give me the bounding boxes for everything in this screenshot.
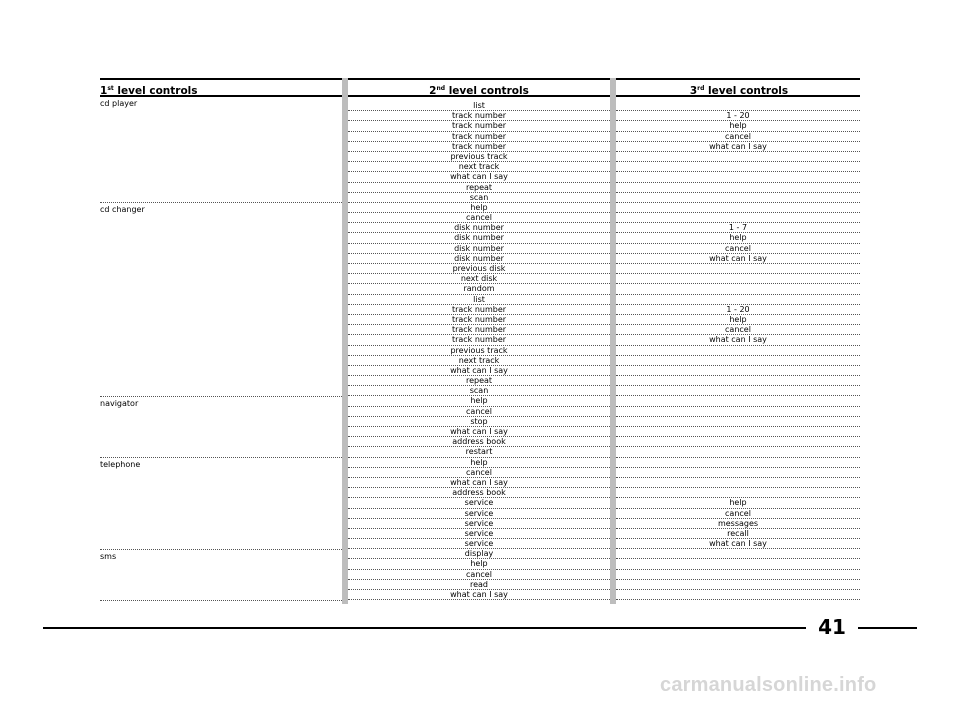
level2-item: what can I say [348,172,610,182]
level3-item [616,264,860,274]
level3-item: cancel [616,325,860,335]
level2-item: track number [348,315,610,325]
level3-item [616,295,860,305]
level3-item [616,468,860,478]
level2-item: address book [348,437,610,447]
level2-item: track number [348,325,610,335]
level3-item: 1 - 7 [616,223,860,233]
level3-item: cancel [616,509,860,519]
level3-item: messages [616,519,860,529]
level2-item: repeat [348,376,610,386]
level2-item: service [348,539,610,549]
level2-column [348,101,610,600]
level3-item [616,417,860,427]
level2-item: track number [348,121,610,131]
level2-item: repeat [348,183,610,193]
watermark: carmanualsonline.info [660,674,877,696]
level3-column [616,101,860,600]
level2-item: next track [348,356,610,366]
level2-item: service [348,498,610,508]
level2-item: track number [348,142,610,152]
header-level1: 1st level controls [100,85,198,97]
level3-item [616,478,860,488]
level3-item [616,152,860,162]
level3-item: help [616,315,860,325]
level2-item: track number [348,111,610,121]
level2-item: help [348,396,610,406]
footer-rule [43,627,806,629]
level1-group: telephone [100,458,342,550]
level3-item: what can I say [616,335,860,345]
level3-item [616,580,860,590]
level3-item [616,274,860,284]
level3-item: 1 - 20 [616,305,860,315]
header-level2: 2nd level controls [429,85,529,97]
level3-item [616,427,860,437]
level3-item [616,447,860,457]
level2-item: next disk [348,274,610,284]
level3-item: help [616,121,860,131]
level2-item: what can I say [348,478,610,488]
level1-group: cd changer [100,203,342,397]
level2-item: track number [348,335,610,345]
level3-item [616,101,860,111]
level2-item: what can I say [348,590,610,600]
level3-item [616,213,860,223]
level2-item: what can I say [348,427,610,437]
level2-item: cancel [348,213,610,223]
level2-item: address book [348,488,610,498]
level3-item [616,458,860,468]
level3-item: recall [616,529,860,539]
level3-item: help [616,233,860,243]
level2-item: display [348,549,610,559]
level3-item: help [616,498,860,508]
header-level3: 3rd level controls [689,85,789,97]
level2-item: cancel [348,570,610,580]
level3-item [616,172,860,182]
level3-item: what can I say [616,539,860,549]
level1-group: cd player [100,97,342,203]
level3-item [616,162,860,172]
level3-item [616,570,860,580]
level2-item: service [348,519,610,529]
page-number: 41 [818,615,846,639]
level3-item [616,284,860,294]
level3-item [616,549,860,559]
level2-item: disk number [348,254,610,264]
level2-item: track number [348,305,610,315]
level2-item: previous disk [348,264,610,274]
level3-item [616,559,860,569]
level2-item: track number [348,132,610,142]
level2-item: what can I say [348,366,610,376]
level2-item: list [348,101,610,111]
level2-item: help [348,458,610,468]
level2-item: read [348,580,610,590]
level3-item [616,376,860,386]
level2-item: stop [348,417,610,427]
level2-item: cancel [348,407,610,417]
table-header [100,78,860,97]
level1-group: navigator [100,397,342,458]
footer-rule [858,627,917,629]
level2-item: help [348,203,610,213]
level2-item: disk number [348,244,610,254]
level2-item: scan [348,386,610,396]
level3-item [616,437,860,447]
level2-item: service [348,529,610,539]
level2-item: help [348,559,610,569]
level1-group: sms [100,550,342,601]
level3-item [616,396,860,406]
level2-item: random [348,284,610,294]
level3-item [616,366,860,376]
level3-item [616,488,860,498]
level2-item: previous track [348,346,610,356]
level3-item [616,193,860,203]
level3-item: 1 - 20 [616,111,860,121]
level3-item: cancel [616,244,860,254]
level2-item: disk number [348,223,610,233]
level3-item: what can I say [616,254,860,264]
level3-item [616,183,860,193]
level2-item: scan [348,193,610,203]
level2-item: disk number [348,233,610,243]
level3-item: what can I say [616,142,860,152]
level2-item: list [348,295,610,305]
level2-item: restart [348,447,610,457]
level3-item [616,203,860,213]
level3-item [616,356,860,366]
level2-item: service [348,509,610,519]
level2-item: cancel [348,468,610,478]
level3-item [616,346,860,356]
level3-item [616,407,860,417]
level3-item: cancel [616,132,860,142]
level3-item [616,590,860,600]
level2-item: previous track [348,152,610,162]
level3-item [616,386,860,396]
level2-item: next track [348,162,610,172]
